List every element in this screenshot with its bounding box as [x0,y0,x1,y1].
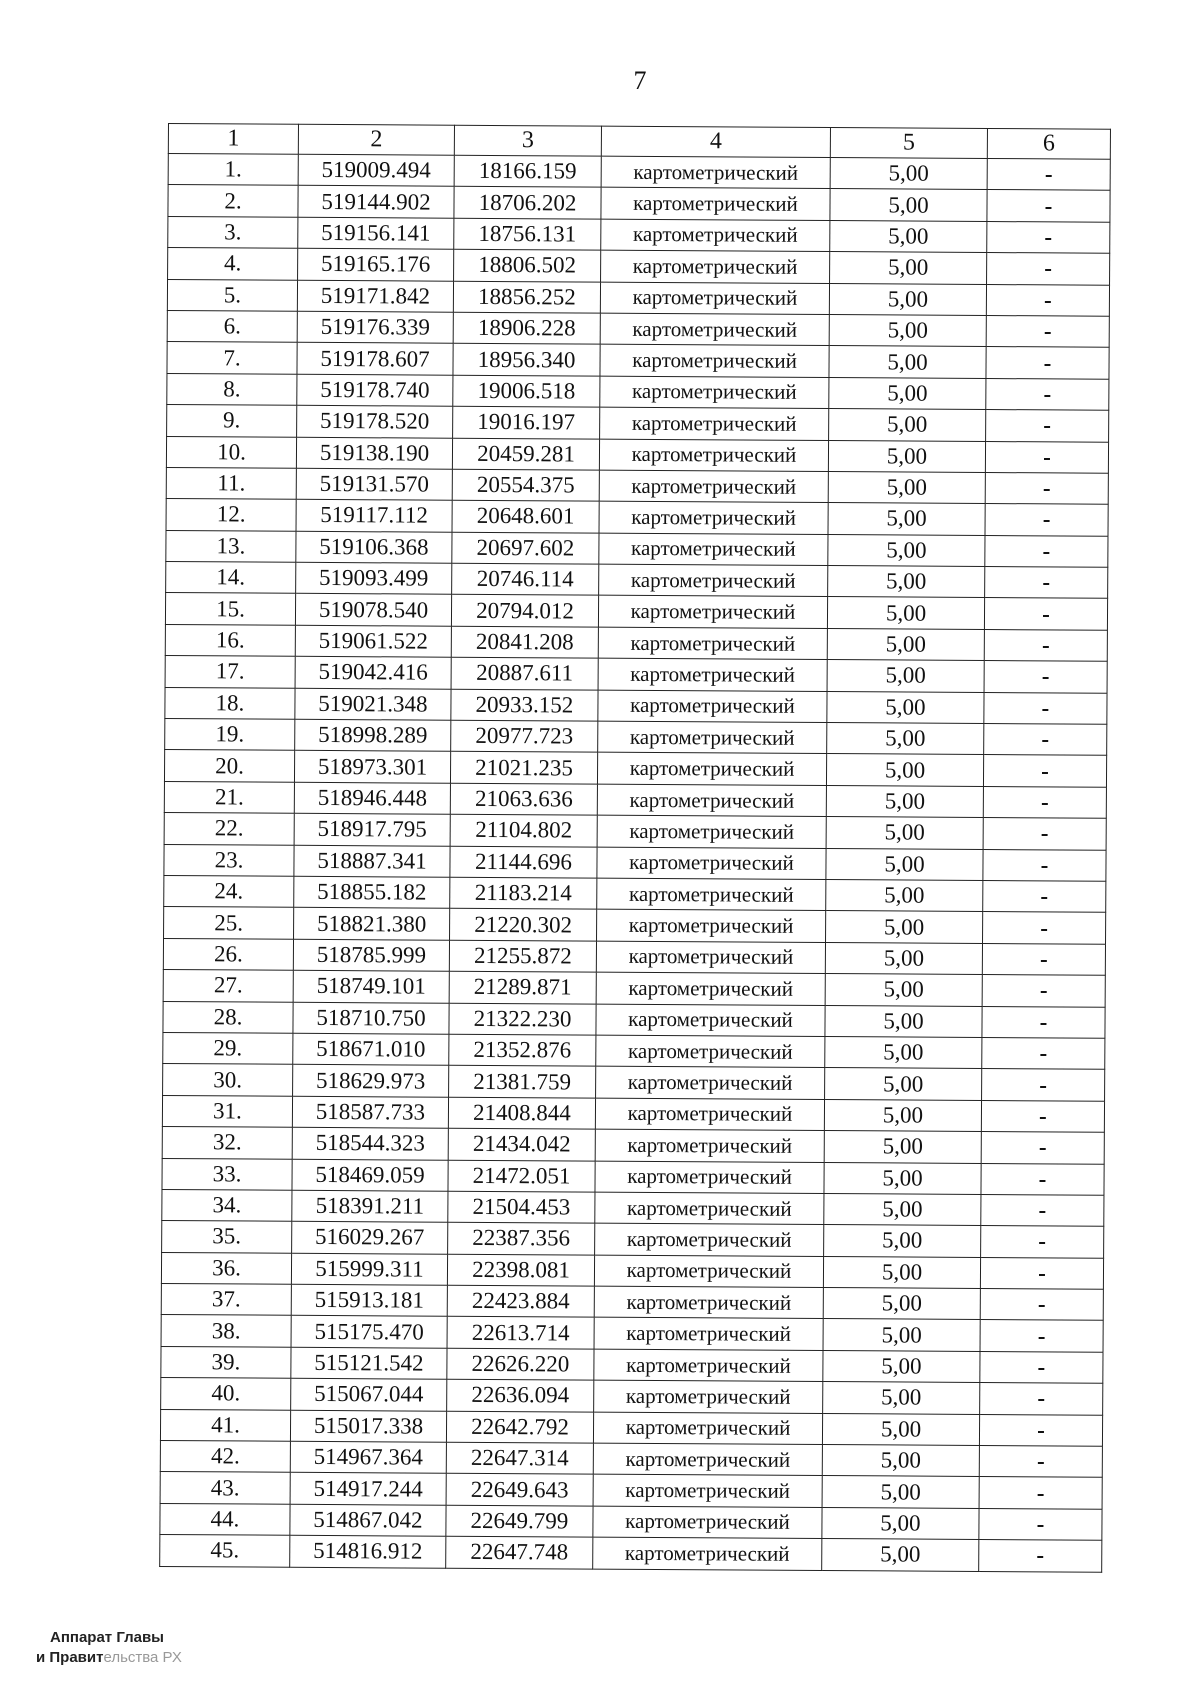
note-cell: - [983,755,1106,787]
x-coordinate-cell: 518391.211 [292,1190,448,1222]
method-cell: картометрический [600,344,829,377]
note-cell: - [986,378,1109,410]
accuracy-cell: 5,00 [829,283,986,315]
method-cell: картометрический [599,501,828,534]
point-number-cell: 2. [168,185,298,217]
note-cell: - [986,315,1109,347]
point-number-cell: 39. [161,1346,291,1378]
method-cell: картометрический [599,470,828,503]
note-cell: - [981,1226,1104,1258]
accuracy-cell: 5,00 [830,158,987,190]
note-cell: - [980,1289,1103,1321]
note-cell: - [979,1508,1102,1540]
point-number-cell: 32. [162,1127,292,1159]
point-number-cell: 43. [160,1472,290,1504]
accuracy-cell: 5,00 [828,503,985,535]
method-cell: картометрический [595,1223,824,1256]
organization-stamp [36,1628,182,1668]
column-header-4: 4 [601,126,830,157]
accuracy-cell: 5,00 [826,911,983,943]
x-coordinate-cell: 518917.795 [294,813,450,845]
accuracy-cell: 5,00 [827,628,984,660]
method-cell: картометрический [601,250,830,283]
method-cell: картометрический [593,1537,822,1570]
point-number-cell: 18. [165,687,295,719]
method-cell: картометрический [593,1506,822,1539]
x-coordinate-cell: 519144.902 [298,186,454,218]
accuracy-cell: 5,00 [824,1225,981,1257]
accuracy-cell: 5,00 [823,1288,980,1320]
note-cell: - [982,1069,1105,1101]
accuracy-cell: 5,00 [828,534,985,566]
note-cell: - [985,504,1108,536]
x-coordinate-cell: 519178.607 [297,343,453,375]
y-coordinate-cell: 21408.844 [448,1097,595,1129]
x-coordinate-cell: 519009.494 [298,154,454,186]
method-cell: картометрический [596,1066,825,1099]
y-coordinate-cell: 22387.356 [448,1223,595,1255]
point-number-cell: 5. [167,279,297,311]
point-number-cell: 6. [167,310,297,342]
method-cell: картометрический [594,1349,823,1382]
y-coordinate-cell: 21434.042 [448,1128,595,1160]
accuracy-cell: 5,00 [823,1319,980,1351]
note-cell: - [982,975,1105,1007]
x-coordinate-cell: 514917.244 [290,1473,446,1505]
x-coordinate-cell: 519156.141 [298,217,454,249]
y-coordinate-cell: 20887.611 [451,657,598,689]
y-coordinate-cell: 21472.051 [448,1160,595,1192]
y-coordinate-cell: 20746.114 [452,563,599,595]
method-cell: картометрический [595,1192,824,1225]
point-number-cell: 41. [160,1409,290,1441]
y-coordinate-cell: 18706.202 [454,187,601,219]
y-coordinate-cell: 18956.340 [453,344,600,376]
point-number-cell: 19. [165,719,295,751]
note-cell: - [979,1540,1102,1572]
method-cell: картометрический [598,627,827,660]
x-coordinate-cell: 515913.181 [291,1284,447,1316]
method-cell: картометрический [601,219,830,252]
y-coordinate-cell: 18906.228 [453,312,600,344]
x-coordinate-cell: 515067.044 [291,1379,447,1411]
y-coordinate-cell: 21381.759 [449,1066,596,1098]
note-cell: - [986,347,1109,379]
point-number-cell: 28. [163,1001,293,1033]
accuracy-cell: 5,00 [825,974,982,1006]
x-coordinate-cell: 518710.750 [293,1002,449,1034]
method-cell: картометрический [596,972,825,1005]
method-cell: картометрический [593,1412,822,1445]
method-cell: картометрический [597,878,826,911]
x-coordinate-cell: 519042.416 [295,657,451,689]
method-cell: картометрический [600,407,829,440]
point-number-cell: 35. [162,1221,292,1253]
y-coordinate-cell: 22398.081 [447,1254,594,1286]
point-number-cell: 3. [168,216,298,248]
point-number-cell: 13. [166,530,296,562]
column-header-3: 3 [454,125,601,156]
accuracy-cell: 5,00 [826,754,983,786]
y-coordinate-cell: 18756.131 [454,218,601,250]
note-cell: - [980,1351,1103,1383]
point-number-cell: 26. [163,938,293,970]
y-coordinate-cell: 20977.723 [451,720,598,752]
x-coordinate-cell: 519171.842 [297,280,453,312]
note-cell: - [982,943,1105,975]
x-coordinate-cell: 519178.740 [297,374,453,406]
y-coordinate-cell: 19006.518 [453,375,600,407]
note-cell: - [983,818,1106,850]
accuracy-cell: 5,00 [826,880,983,912]
point-number-cell: 8. [167,373,297,405]
y-coordinate-cell: 21220.302 [450,909,597,941]
method-cell: картометрический [600,313,829,346]
accuracy-cell: 5,00 [829,409,986,441]
method-cell: картометрический [594,1318,823,1351]
y-coordinate-cell: 22613.714 [447,1317,594,1349]
x-coordinate-cell: 519061.522 [295,625,451,657]
x-coordinate-cell: 519138.190 [296,437,452,469]
x-coordinate-cell: 518855.182 [294,876,450,908]
accuracy-cell: 5,00 [822,1507,979,1539]
note-cell: - [987,221,1110,253]
point-number-cell: 36. [161,1252,291,1284]
x-coordinate-cell: 519117.112 [296,500,452,532]
note-cell: - [984,692,1107,724]
note-cell: - [986,284,1109,316]
coordinates-table [159,123,1111,1572]
y-coordinate-cell: 20794.012 [451,595,598,627]
accuracy-cell: 5,00 [823,1382,980,1414]
x-coordinate-cell: 518785.999 [293,939,449,971]
note-cell: - [981,1132,1104,1164]
method-cell: картометрический [597,847,826,880]
method-cell: картометрический [598,658,827,691]
method-cell: картометрический [598,690,827,723]
y-coordinate-cell: 21504.453 [448,1191,595,1223]
note-cell: - [987,253,1110,285]
method-cell: картометрический [595,1098,824,1131]
accuracy-cell: 5,00 [826,785,983,817]
point-number-cell: 25. [164,907,294,939]
stamp-line-1: Аппарат Главы [50,1629,164,1646]
point-number-cell: 20. [164,750,294,782]
y-coordinate-cell: 18856.252 [453,281,600,313]
point-number-cell: 30. [163,1064,293,1096]
note-cell: - [980,1383,1103,1415]
accuracy-cell: 5,00 [825,942,982,974]
x-coordinate-cell: 518629.973 [293,1065,449,1097]
y-coordinate-cell: 22649.799 [446,1505,593,1537]
y-coordinate-cell: 21255.872 [449,940,596,972]
y-coordinate-cell: 21021.235 [450,752,597,784]
y-coordinate-cell: 18806.502 [454,249,601,281]
note-cell: - [981,1194,1104,1226]
y-coordinate-cell: 20933.152 [451,689,598,721]
point-number-cell: 37. [161,1284,291,1316]
accuracy-cell: 5,00 [824,1162,981,1194]
x-coordinate-cell: 514816.912 [290,1535,446,1567]
method-cell: картометрический [598,596,827,629]
accuracy-cell: 5,00 [826,817,983,849]
accuracy-cell: 5,00 [827,691,984,723]
accuracy-cell: 5,00 [828,566,985,598]
note-cell: - [985,441,1108,473]
point-number-cell: 11. [166,467,296,499]
point-number-cell: 14. [166,562,296,594]
x-coordinate-cell: 518946.448 [294,782,450,814]
x-coordinate-cell: 519021.348 [295,688,451,720]
x-coordinate-cell: 519093.499 [296,562,452,594]
accuracy-cell: 5,00 [823,1256,980,1288]
note-cell: - [980,1257,1103,1289]
accuracy-cell: 5,00 [822,1445,979,1477]
point-number-cell: 21. [164,781,294,813]
note-cell: - [987,159,1110,191]
method-cell: картометрический [597,910,826,943]
method-cell: картометрический [594,1255,823,1288]
note-cell: - [985,472,1108,504]
column-header-2: 2 [298,124,454,155]
method-cell: картометрический [599,439,828,472]
x-coordinate-cell: 518998.289 [295,719,451,751]
note-cell: - [984,724,1107,756]
note-cell: - [980,1320,1103,1352]
x-coordinate-cell: 519131.570 [296,468,452,500]
x-coordinate-cell: 519165.176 [298,248,454,280]
note-cell: - [987,190,1110,222]
table-body [160,154,1111,1572]
accuracy-cell: 5,00 [827,597,984,629]
y-coordinate-cell: 19016.197 [453,406,600,438]
stamp-line-2-clear: и Правит [36,1649,104,1666]
method-cell: картометрический [597,753,826,786]
point-number-cell: 38. [161,1315,291,1347]
accuracy-cell: 5,00 [825,1005,982,1037]
point-number-cell: 17. [165,656,295,688]
note-cell: - [985,567,1108,599]
method-cell: картометрический [599,533,828,566]
point-number-cell: 40. [161,1378,291,1410]
accuracy-cell: 5,00 [824,1131,981,1163]
y-coordinate-cell: 21322.230 [449,1003,596,1035]
point-number-cell: 7. [167,342,297,374]
accuracy-cell: 5,00 [826,848,983,880]
accuracy-cell: 5,00 [828,440,985,472]
note-cell: - [984,598,1107,630]
method-cell: картометрический [601,188,830,221]
y-coordinate-cell: 20554.375 [452,469,599,501]
method-cell: картометрический [596,1004,825,1037]
point-number-cell: 23. [164,844,294,876]
point-number-cell: 27. [163,970,293,1002]
y-coordinate-cell: 21144.696 [450,846,597,878]
x-coordinate-cell: 514967.364 [290,1441,446,1473]
note-cell: - [983,912,1106,944]
method-cell: картометрический [598,721,827,754]
note-cell: - [984,629,1107,661]
y-coordinate-cell: 22423.884 [447,1285,594,1317]
note-cell: - [985,535,1108,567]
note-cell: - [979,1414,1102,1446]
method-cell: картометрический [596,941,825,974]
method-cell: картометрический [594,1380,823,1413]
accuracy-cell: 5,00 [825,1036,982,1068]
note-cell: - [983,880,1106,912]
accuracy-cell: 5,00 [822,1539,979,1571]
point-number-cell: 34. [162,1189,292,1221]
note-cell: - [983,786,1106,818]
y-coordinate-cell: 21289.871 [449,971,596,1003]
x-coordinate-cell: 519106.368 [296,531,452,563]
accuracy-cell: 5,00 [830,220,987,252]
accuracy-cell: 5,00 [830,189,987,221]
x-coordinate-cell: 518821.380 [294,908,450,940]
page-number: 7 [633,66,647,95]
method-cell: картометрический [595,1161,824,1194]
x-coordinate-cell: 514867.042 [290,1504,446,1536]
y-coordinate-cell: 21104.802 [450,814,597,846]
method-cell: картометрический [594,1286,823,1319]
method-cell: картометрический [597,815,826,848]
point-number-cell: 24. [164,875,294,907]
method-cell: картометрический [593,1475,822,1508]
method-cell: картометрический [597,784,826,817]
column-header-6: 6 [987,129,1110,160]
method-cell: картометрический [596,1035,825,1068]
accuracy-cell: 5,00 [828,471,985,503]
x-coordinate-cell: 515121.542 [291,1347,447,1379]
note-cell: - [986,410,1109,442]
y-coordinate-cell: 18166.159 [454,155,601,187]
point-number-cell: 29. [163,1032,293,1064]
x-coordinate-cell: 519176.339 [297,311,453,343]
y-coordinate-cell: 22649.643 [446,1474,593,1506]
accuracy-cell: 5,00 [825,1068,982,1100]
point-number-cell: 22. [164,813,294,845]
column-header-5: 5 [830,128,987,159]
method-cell: картометрический [599,564,828,597]
x-coordinate-cell: 518749.101 [293,970,449,1002]
x-coordinate-cell: 518887.341 [294,845,450,877]
accuracy-cell: 5,00 [829,377,986,409]
method-cell: картометрический [593,1443,822,1476]
accuracy-cell: 5,00 [827,660,984,692]
stamp-line-2 [36,1648,182,1668]
method-cell: картометрический [595,1129,824,1162]
method-cell: картометрический [600,282,829,315]
y-coordinate-cell: 22647.314 [446,1442,593,1474]
y-coordinate-cell: 22647.748 [446,1536,593,1568]
point-number-cell: 10. [166,436,296,468]
accuracy-cell: 5,00 [822,1476,979,1508]
point-number-cell: 33. [162,1158,292,1190]
y-coordinate-cell: 20459.281 [452,438,599,470]
accuracy-cell: 5,00 [824,1193,981,1225]
note-cell: - [979,1445,1102,1477]
y-coordinate-cell: 22636.094 [447,1379,594,1411]
y-coordinate-cell: 21183.214 [450,877,597,909]
point-number-cell: 16. [165,624,295,656]
note-cell: - [981,1100,1104,1132]
note-cell: - [983,849,1106,881]
point-number-cell: 45. [160,1535,290,1567]
accuracy-cell: 5,00 [830,252,987,284]
accuracy-cell: 5,00 [829,314,986,346]
note-cell: - [981,1163,1104,1195]
accuracy-cell: 5,00 [823,1350,980,1382]
y-coordinate-cell: 20648.601 [452,501,599,533]
y-coordinate-cell: 20697.602 [452,532,599,564]
accuracy-cell: 5,00 [822,1413,979,1445]
x-coordinate-cell: 516029.267 [292,1222,448,1254]
accuracy-cell: 5,00 [829,346,986,378]
point-number-cell: 1. [168,154,298,186]
point-number-cell: 9. [167,405,297,437]
note-cell: - [984,661,1107,693]
x-coordinate-cell: 518671.010 [293,1033,449,1065]
y-coordinate-cell: 22642.792 [446,1411,593,1443]
accuracy-cell: 5,00 [824,1099,981,1131]
x-coordinate-cell: 515175.470 [291,1316,447,1348]
point-number-cell: 15. [165,593,295,625]
column-header-1: 1 [168,124,298,155]
x-coordinate-cell: 518587.733 [292,1096,448,1128]
point-number-cell: 31. [162,1095,292,1127]
table-row [160,1535,1102,1572]
x-coordinate-cell: 518469.059 [292,1159,448,1191]
y-coordinate-cell: 22626.220 [447,1348,594,1380]
x-coordinate-cell: 519178.520 [297,405,453,437]
note-cell: - [982,1006,1105,1038]
x-coordinate-cell: 515999.311 [291,1253,447,1285]
point-number-cell: 12. [166,499,296,531]
note-cell: - [979,1477,1102,1509]
method-cell: картометрический [600,376,829,409]
x-coordinate-cell: 519078.540 [295,594,451,626]
note-cell: - [982,1037,1105,1069]
x-coordinate-cell: 518544.323 [292,1127,448,1159]
x-coordinate-cell: 515017.338 [290,1410,446,1442]
y-coordinate-cell: 21352.876 [449,1034,596,1066]
x-coordinate-cell: 518973.301 [294,751,450,783]
stamp-line-2-faded: ельства РХ [103,1649,182,1666]
point-number-cell: 44. [160,1503,290,1535]
point-number-cell: 42. [160,1440,290,1472]
point-number-cell: 4. [168,248,298,280]
y-coordinate-cell: 20841.208 [451,626,598,658]
y-coordinate-cell: 21063.636 [450,783,597,815]
method-cell: картометрический [601,156,830,189]
accuracy-cell: 5,00 [827,723,984,755]
